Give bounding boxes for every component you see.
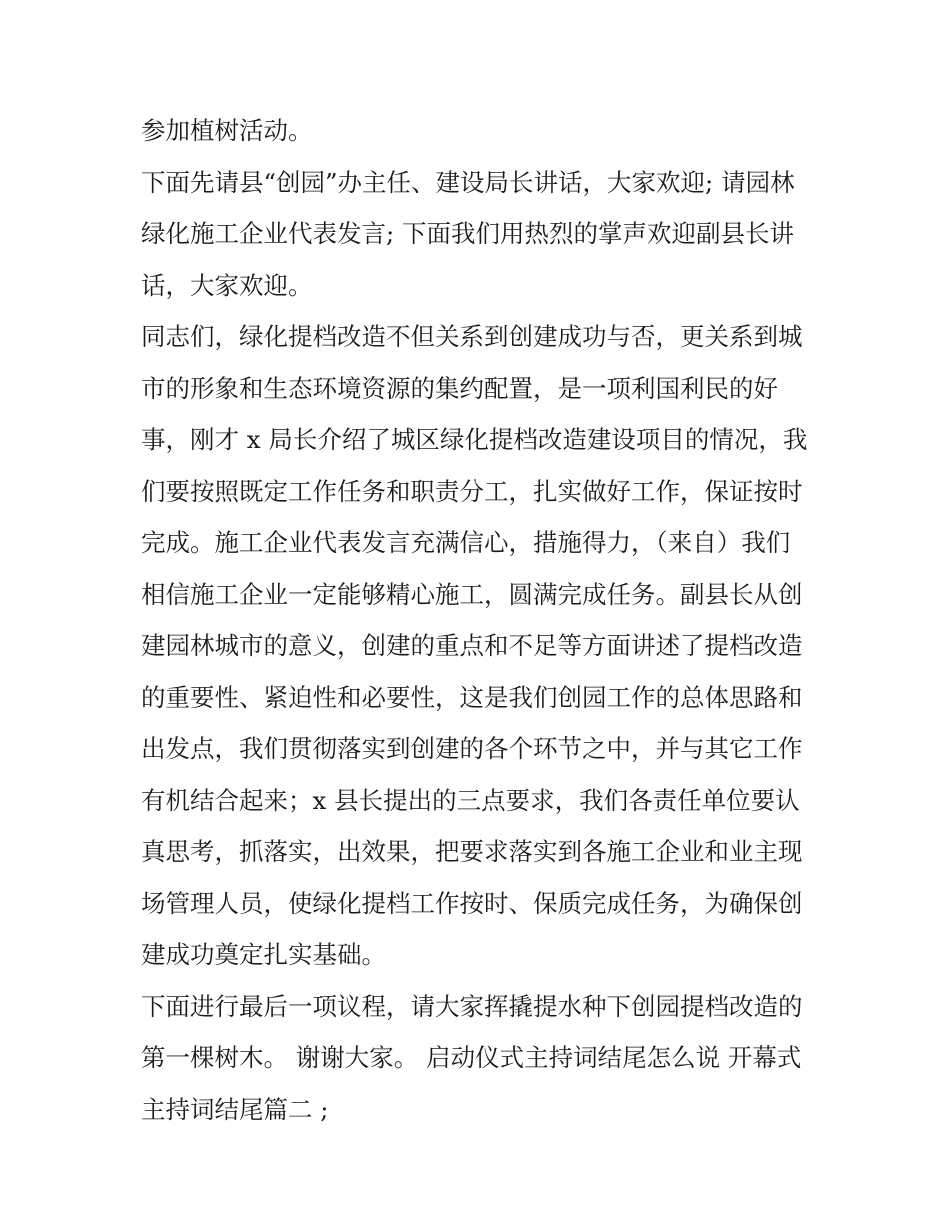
text-line: 参加植树活动。 (141, 116, 313, 145)
text-line: 出发点，我们贯彻落实到创建的各个环节之中，并与其它工作 (141, 734, 803, 763)
document-body (141, 105, 821, 1135)
text-line: 同志们，绿化提档改造不但关系到创建成功与否，更关系到城 (141, 322, 803, 351)
text-line: 建园林城市的意义，创建的重点和不足等方面讲述了提档改造 (141, 631, 803, 660)
text-line: 建成功奠定扎实基础。 (141, 940, 386, 969)
text-line: 完成。施工企业代表发言充满信心，措施得力，（来自）我们 (141, 528, 791, 557)
text-line: 下面进行最后一项议程，请大家挥撬提水种下创园提档改造的 (141, 991, 803, 1021)
text-line: 主持词结尾篇二 ; (141, 1094, 329, 1124)
text-line: 的重要性、紧迫性和必要性，这是我们创园工作的总体思路和 (141, 682, 803, 712)
text-line: 相信施工企业一定能够精心施工，圆满完成任务。副县长从创 (141, 579, 803, 609)
text-line: 下面先请县“创园”办主任、建设局长讲话，大家欢迎; 请园林 (141, 167, 795, 197)
text-line: 们要按照既定工作任务和职责分工，扎实做好工作，保证按时 (141, 476, 803, 506)
text-line: 市的形象和生态环境资源的集约配置，是一项利国利民的好 (141, 373, 778, 403)
text-line: 真思考，抓落实，出效果，把要求落实到各施工企业和业主现 (141, 837, 803, 866)
text-line: 有机结合起来；x 县长提出的三点要求，我们各责任单位要认 (141, 785, 800, 815)
text-line: 话，大家欢迎。 (141, 270, 313, 300)
text-line: 第一棵树木。 谢谢大家。 启动仪式主持词结尾怎么说 开幕式 (141, 1043, 802, 1072)
text-line: 绿化施工企业代表发言; 下面我们用热烈的掌声欢迎副县长讲 (141, 219, 795, 248)
text-line: 场管理人员，使绿化提档工作按时、保质完成任务，为确保创 (141, 888, 803, 918)
text-line: 事，刚才 x 局长介绍了城区绿化提档改造建设项目的情况，我 (141, 425, 808, 454)
